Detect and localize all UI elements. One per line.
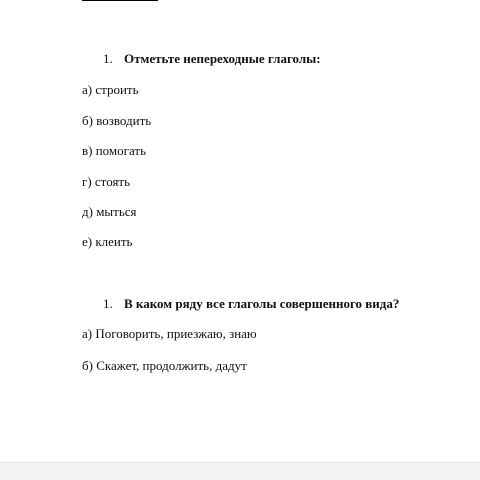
question-1-option: д) мыться bbox=[82, 204, 137, 219]
question-1-option: г) стоять bbox=[82, 174, 131, 189]
question-2-text: В каком ряду все глаголы совершенного вида? bbox=[124, 296, 400, 311]
question-2-option: б) Скажет, продолжить, дадут bbox=[82, 358, 247, 373]
question-1-text: Отметьте непереходные глаголы: bbox=[124, 51, 321, 66]
question-1-number: 1. bbox=[103, 51, 113, 66]
question-1-option: б) возводить bbox=[82, 113, 152, 128]
question-1-option: в) помогать bbox=[82, 143, 147, 158]
question-2-option: а) Поговорить, приезжаю, знаю bbox=[82, 326, 257, 341]
horizontal-rule bbox=[82, 0, 158, 1]
question-2-number: 1. bbox=[103, 296, 113, 311]
question-1-option: е) клеить bbox=[82, 234, 133, 249]
question-1-option: а) строить bbox=[82, 82, 139, 97]
page-break-gap bbox=[0, 462, 480, 480]
